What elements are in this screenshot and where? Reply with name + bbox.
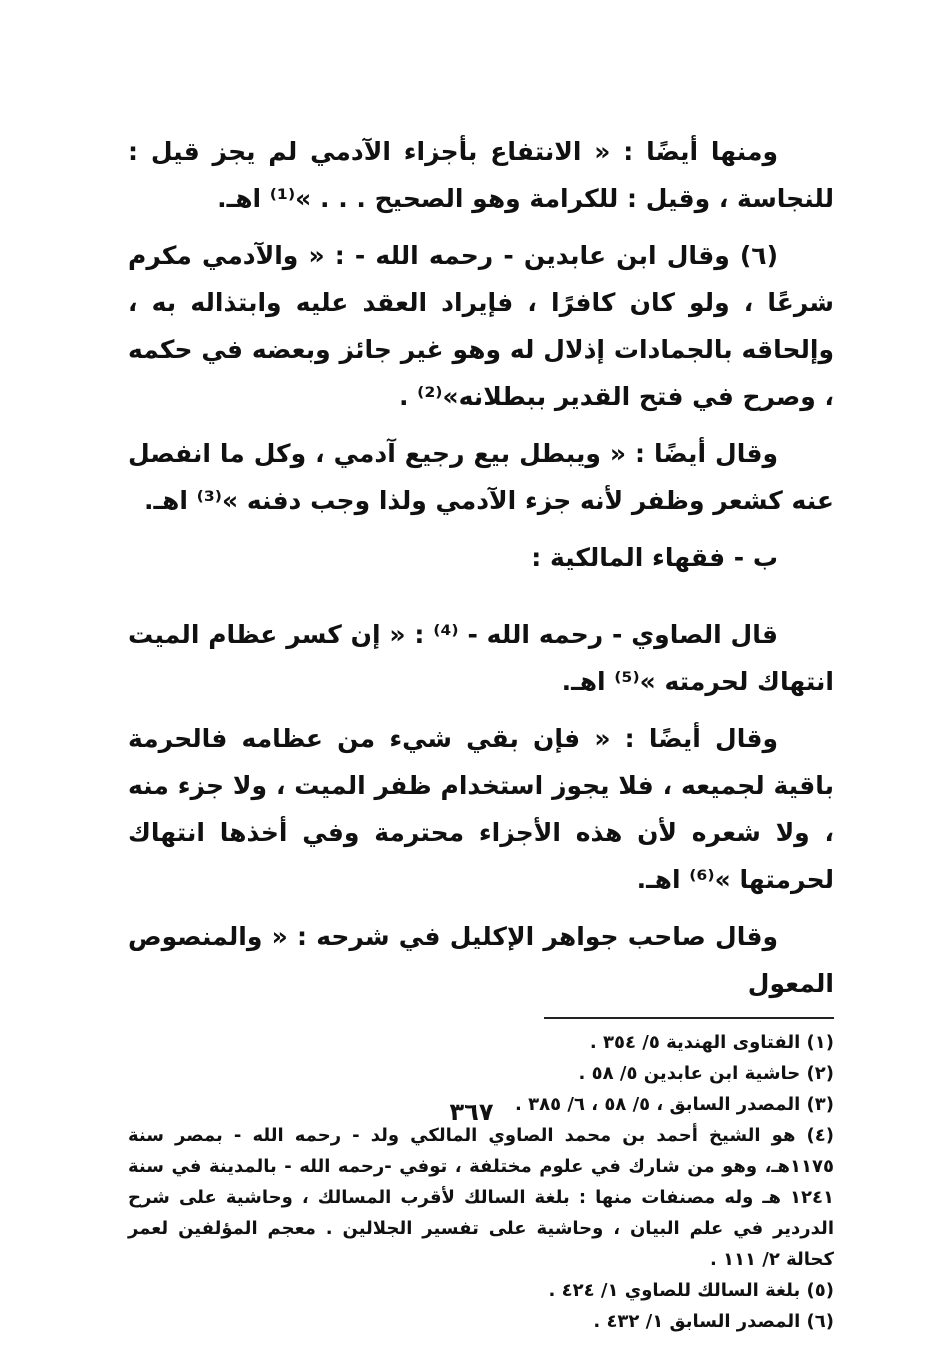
page-number: ٣٦٧ [449,1098,494,1126]
paragraph: وقال أيضًا : « فإن بقي شيء من عظامه فالحرمة باقية لجميعه ، فلا يجوز استخدام ظفر الميت ، ولا جزء منه ، ولا شعره لأن هذه الأجزاء محترمة وفي أخذها انتهاك لحرمتها »⁽⁶⁾ اهـ. [128,724,834,894]
footnote: (٥) بلغة السالك للصاوي ١/ ٤٢٤ . [548,1280,834,1301]
section-heading: ب - فقهاء المالكية : [531,543,778,572]
paragraph: وقال صاحب جواهر الإكليل في شرحه : « والمنصوص المعول [128,922,834,998]
page-body [128,128,834,1332]
paragraph: (٦) وقال ابن عابدين - رحمه الله - : « والآدمي مكرم شرعًا ، ولو كان كافرًا ، فإيراد العقد عليه وابتذاله به ، وإلحاقه بالجمادات إذلال له وهو غير جائز وبعضه في حكمه ، وصرح في فتح القدير ببطلانه»⁽²⁾ . [128,241,834,411]
footnotes [128,1027,834,1337]
footnote: (٢) حاشية ابن عابدين ٥/ ٥٨ . [578,1063,834,1084]
footnote: (١) الفتاوى الهندية ٥/ ٣٥٤ . [589,1032,834,1053]
paragraph: قال الصاوي - رحمه الله - ⁽⁴⁾ : « إن كسر عظام الميت انتهاك لحرمته »⁽⁵⁾ اهـ. [128,620,834,696]
footnote: (٤) هو الشيخ أحمد بن محمد الصاوي المالكي ولد - رحمه الله - بمصر سنة ١١٧٥هـ، وهو من شارك في علوم مختلفة ، توفي -رحمه الله - بالمدينة في سنة ١٢٤١ هـ وله مصنفات منها : بلغة السالك لأقرب المسالك ، وحاشية على شرح الدردير في علم البيان ، وحاشية على تفسير الجلالين . معجم المؤلفين لعمر كحالة ٢/ ١١١ . [128,1125,834,1270]
footnote-divider [544,1017,834,1019]
footnote: (٦) المصدر السابق ١/ ٤٣٢ . [593,1311,834,1332]
footnote: (٣) المصدر السابق ، ٥/ ٥٨ ، ٦/ ٣٨٥ . [515,1094,834,1115]
paragraph: وقال أيضًا : « ويبطل بيع رجيع آدمي ، وكل ما انفصل عنه كشعر وظفر لأنه جزء الآدمي ولذا وجب دفنه »⁽³⁾ اهـ. [128,439,834,515]
paragraph: ومنها أيضًا : « الانتفاع بأجزاء الآدمي لم يجز قيل : للنجاسة ، وقيل : للكرامة وهو الصحيح . . . »⁽¹⁾ اهـ. [128,137,834,213]
